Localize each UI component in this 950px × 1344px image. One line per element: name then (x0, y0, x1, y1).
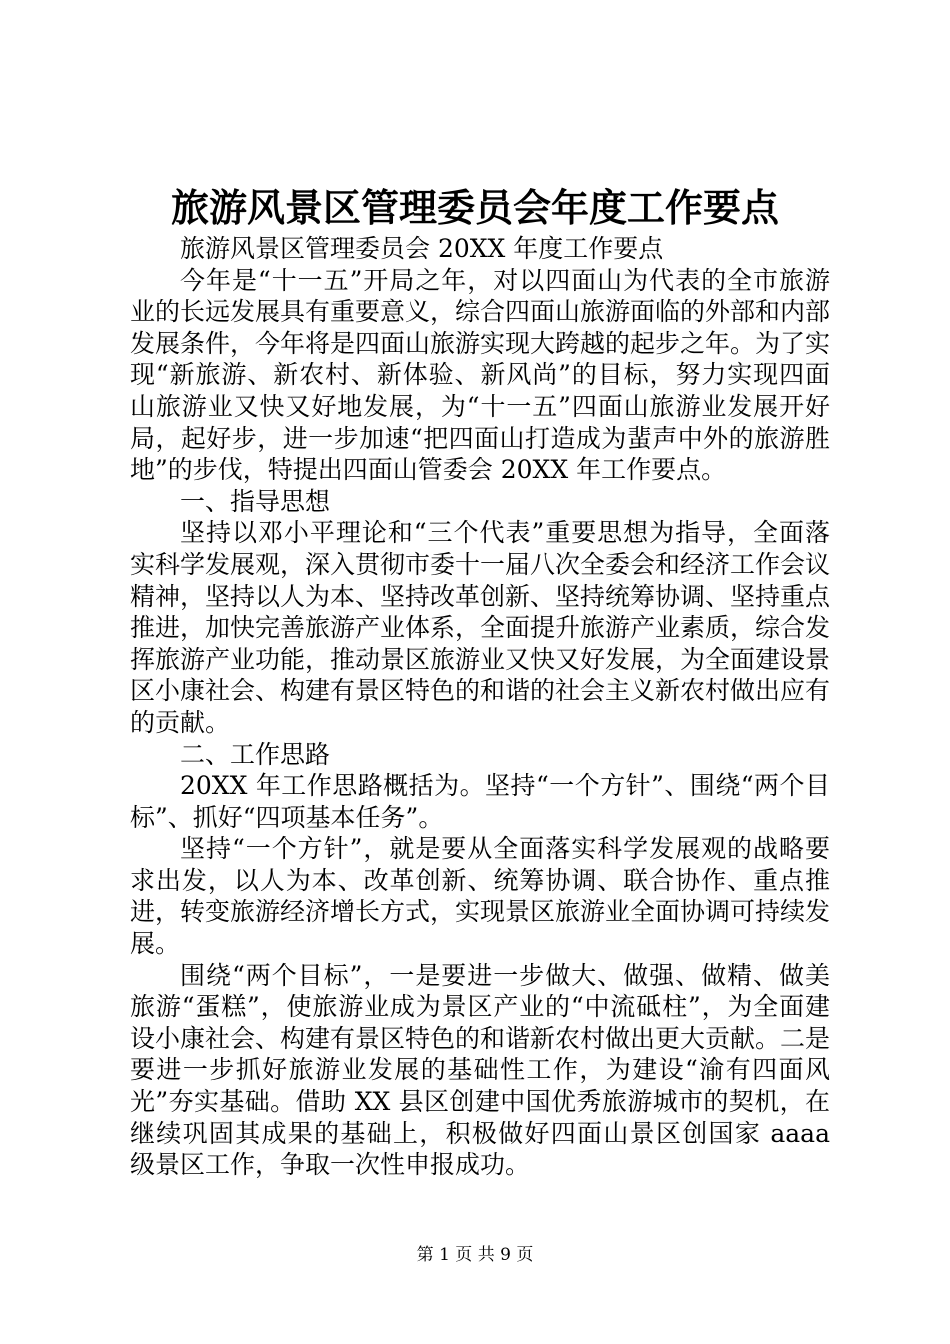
section-heading-work-approach: 二、工作思路 (180, 739, 331, 769)
work-approach-summary-paragraph: 20XX 年工作思路概括为。坚持“一个方针”、围绕“两个目标”、抓好“四项基本任务”。 (130, 771, 830, 832)
section-heading-guiding-thought: 一、指导思想 (180, 486, 331, 516)
document-title: 旅游风景区管理委员会年度工作要点 (170, 185, 779, 230)
two-goals-paragraph: 围绕“两个目标”，一是要进一步做大、做强、做精、做美旅游“蛋糕”，使旅游业成为景区产业的“中流砥柱”，为全面建设小康社会、构建有景区特色的和谐新农村做出更大贡献。二是要进一步抓好旅游业发展的基础性工作，为建设“渝有四面风光”夯实基础。借助 XX 县区创建中国优秀旅游城市的契机，在继续巩固其成果的基础上，积极做好四面山景区创国家 aaaa 级景区工作，争取一次性申报成功。 (130, 960, 831, 1180)
subtitle-paragraph: 旅游风景区管理委员会 20XX 年度工作要点 (180, 234, 664, 263)
page-number-footer: 第 1 页 共 9 页 (416, 1245, 534, 1265)
intro-paragraph: 今年是“十一五”开局之年，对以四面山为代表的全市旅游业的长远发展具有重要意义，综合四面山旅游面临的外部和内部发展条件，今年将是四面山旅游实现大跨越的起步之年。为了实现“新旅游、新农村、新体验、新风尚”的目标，努力实现四面山旅游业又快又好地发展，为“十一五”四面山旅游业发展开好局，起好步，进一步加速“把四面山打造成为蜚声中外的旅游胜地”的步伐，特提出四面山管委会 20XX 年工作要点。 (130, 265, 831, 485)
guiding-thought-paragraph: 坚持以邓小平理论和“三个代表”重要思想为指导，全面落实科学发展观，深入贯彻市委十一届八次全委会和经济工作会议精神，坚持以人为本、坚持改革创新、坚持统筹协调、坚持重点推进，加快完善旅游产业体系，全面提升旅游产业素质，综合发挥旅游产业功能，推动景区旅游业又快又好发展，为全面建设景区小康社会、构建有景区特色的和谐的社会主义新农村做出应有的贡献。 (130, 518, 831, 737)
one-policy-paragraph: 坚持“一个方针”，就是要从全面落实科学发展观的战略要求出发，以人为本、改革创新、统筹协调、联合协作、重点推进，转变旅游经济增长方式，实现景区旅游业全面协调可持续发展。 (130, 834, 831, 959)
document-body (130, 233, 830, 1181)
